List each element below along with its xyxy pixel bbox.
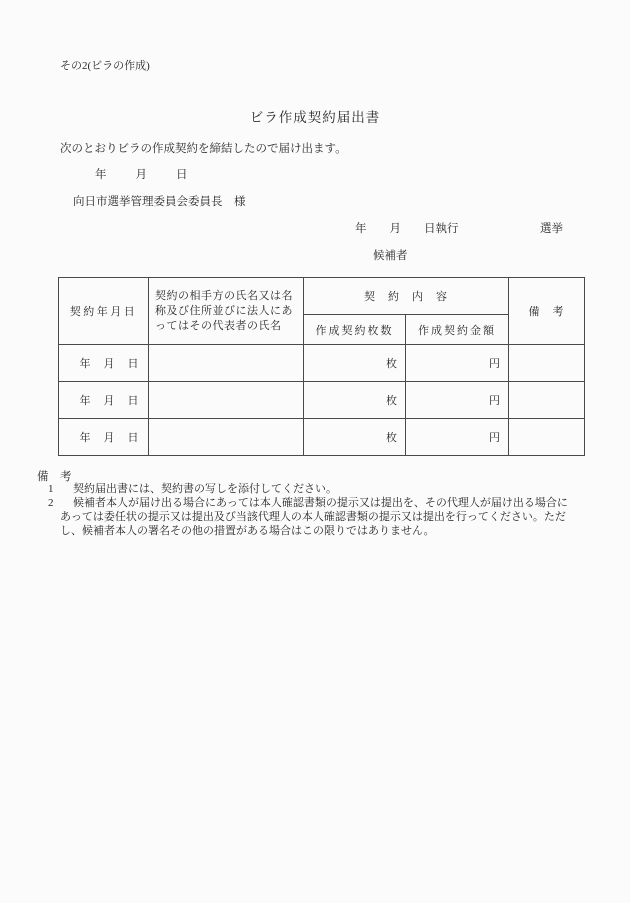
note-number: 1 xyxy=(48,483,54,495)
header-contract-amount: 作成契約金額 xyxy=(406,315,509,345)
cell-party-blank xyxy=(149,345,304,382)
note-number: 2 xyxy=(48,497,54,509)
cell-sheets-unit: 枚 xyxy=(304,382,406,419)
note-text: 契約届出書には、契約書の写しを添付してください。 xyxy=(73,483,337,495)
cell-sheets-unit: 枚 xyxy=(304,419,406,456)
header-contract-content: 契 約 内 容 xyxy=(304,278,509,315)
table-row xyxy=(59,419,585,456)
note-item-2 xyxy=(48,496,572,538)
table-row xyxy=(59,382,585,419)
cell-amount-unit: 円 xyxy=(406,382,509,419)
note-item-1 xyxy=(48,482,572,496)
contract-table xyxy=(58,277,585,456)
header-contract-party: 契約の相手方の氏名又は名称及び住所並びに法人にあってはその代表者の氏名 xyxy=(149,278,304,345)
cell-party-blank xyxy=(149,382,304,419)
table-row xyxy=(59,345,585,382)
header-contract-date: 契約年月日 xyxy=(59,278,149,345)
cell-contract-date: 年 月 日 xyxy=(59,382,149,419)
header-remarks: 備 考 xyxy=(509,278,585,345)
notes-list xyxy=(48,482,572,538)
form-variant-tag: その2(ビラの作成) xyxy=(60,60,150,72)
document-title: ビラ作成契約届出書 xyxy=(249,110,381,125)
cell-amount-unit: 円 xyxy=(406,419,509,456)
note-text: 候補者本人が届け出る場合にあっては本人確認書類の提示又は提出を、その代理人が届け出る場合にあっては委任状の提示又は提出及び当該代理人の本人確認書類の提示又は提出を行ってください。ただし、候補者本人の署名その他の措置がある場合はこの限りではありません。 xyxy=(60,497,568,537)
notes-heading: 備 考 xyxy=(37,471,72,483)
candidate-label: 候補者 xyxy=(373,250,408,262)
addressee-line: 向日市選挙管理委員会委員長 様 xyxy=(73,196,246,208)
cell-remarks-blank xyxy=(509,419,585,456)
cell-remarks-blank xyxy=(509,345,585,382)
cell-remarks-blank xyxy=(509,382,585,419)
cell-amount-unit: 円 xyxy=(406,345,509,382)
election-suffix-label: 選挙 xyxy=(540,223,563,235)
cell-contract-date: 年 月 日 xyxy=(59,345,149,382)
header-sheets-count: 作成契約枚数 xyxy=(304,315,406,345)
election-execution-date-line: 年 月 日執行 xyxy=(355,223,459,235)
submission-date-line: 年 月 日 xyxy=(95,169,190,181)
cell-contract-date: 年 月 日 xyxy=(59,419,149,456)
cell-party-blank xyxy=(149,419,304,456)
cell-sheets-unit: 枚 xyxy=(304,345,406,382)
intro-sentence: 次のとおりビラの作成契約を締結したので届け出ます。 xyxy=(60,143,347,155)
